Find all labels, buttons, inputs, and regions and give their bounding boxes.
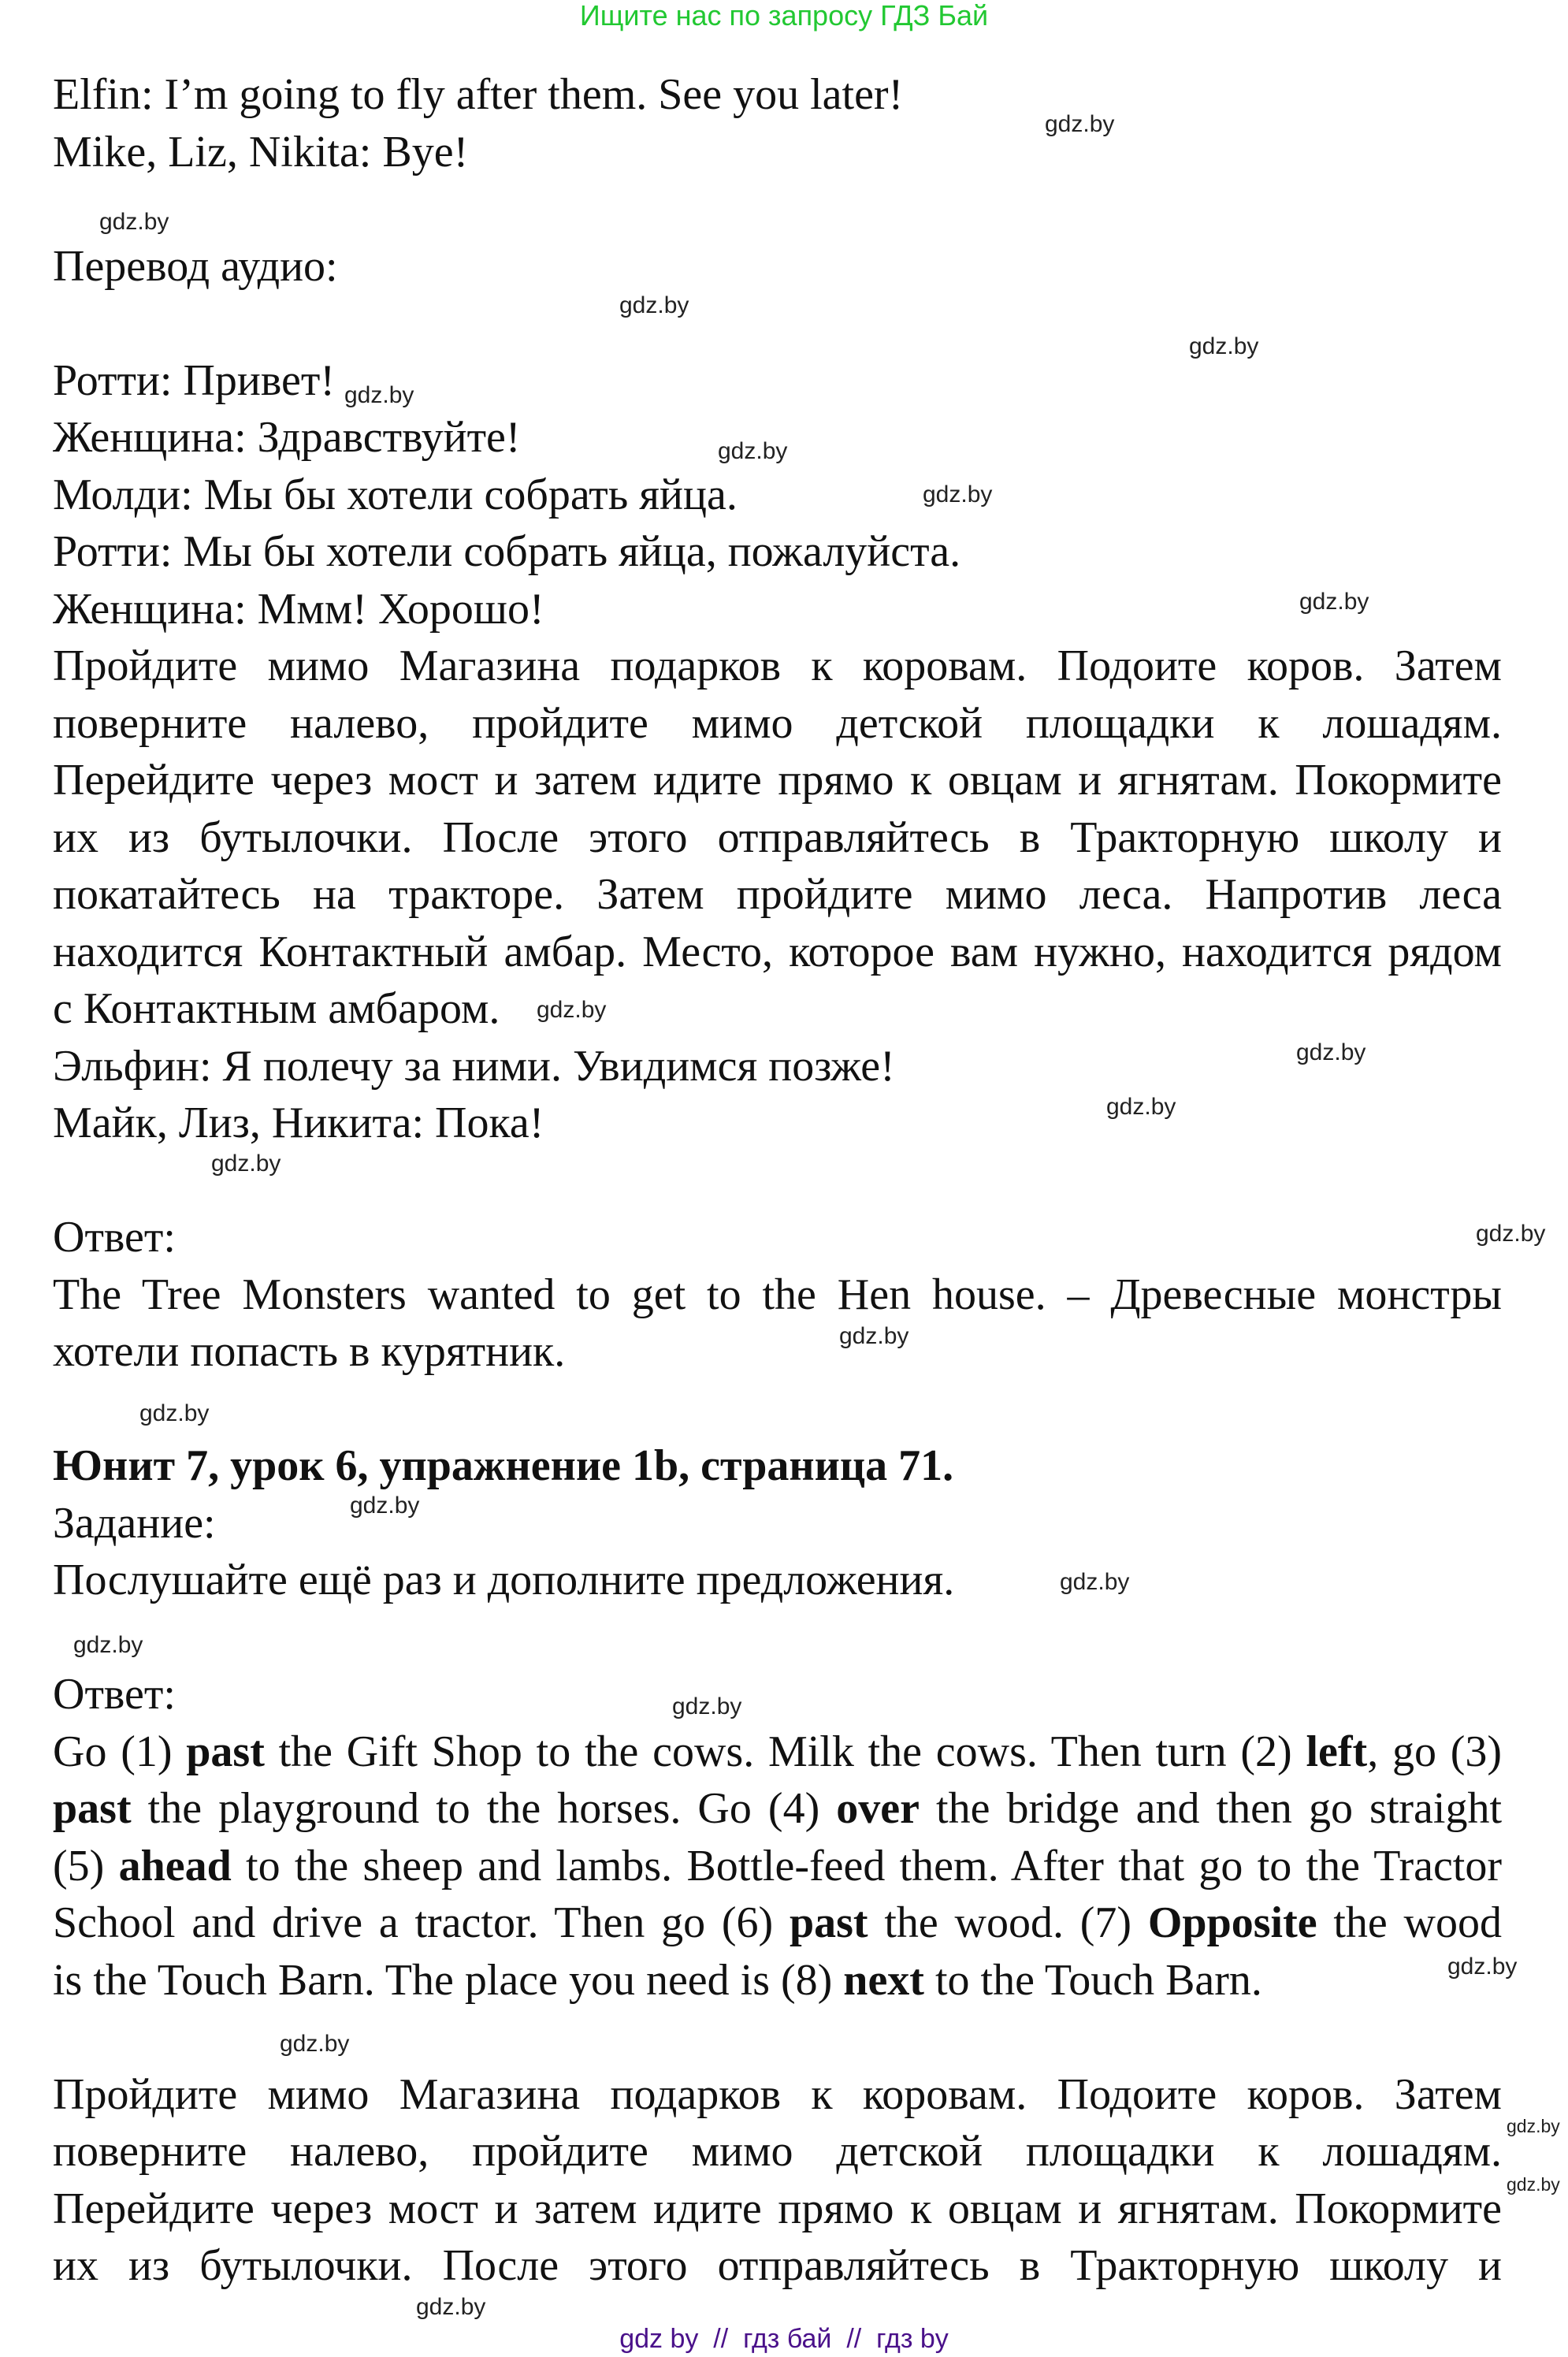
text-line <box>53 1038 1502 1095</box>
text-segment: Ротти: Привет! <box>53 355 335 405</box>
watermark: gdz.by <box>280 2031 350 2057</box>
text-line <box>53 1723 1502 1781</box>
blank-line <box>53 180 1502 238</box>
bold-text: past <box>186 1727 265 1776</box>
watermark: gdz.by <box>672 1693 742 1719</box>
text-segment: поверните налево, пройдите мимо детской площадки к лошадям. <box>53 698 1502 748</box>
blank-line <box>53 292 1502 352</box>
text-segment: School and drive a tractor. Then go (6) <box>53 1898 790 1947</box>
text-line <box>53 924 1502 981</box>
text-segment: Пройдите мимо Магазина подарков к коровам. Подоите коров. Затем <box>53 2069 1502 2119</box>
watermark: gdz.by <box>1106 1094 1176 1120</box>
watermark: gdz.by <box>1299 589 1369 615</box>
blank-line <box>53 1381 1502 1438</box>
watermark: gdz.by <box>1507 2116 1560 2136</box>
text-line <box>53 1838 1502 1895</box>
watermark: gdz.by <box>99 209 169 235</box>
text-line <box>53 1666 1502 1723</box>
text-segment: the bridge and then go straight <box>919 1784 1502 1833</box>
text-line <box>53 2123 1502 2180</box>
text-segment: Перейдите через мост и затем идите прямо к овцам и ягнятам. Покормите <box>53 756 1502 805</box>
watermark: gdz.by <box>1507 2174 1560 2195</box>
blank-line <box>53 1609 1502 1667</box>
text-line <box>53 238 1502 296</box>
text-segment: The Tree Monsters wanted to get to the Hen house. – Древесные монстры <box>53 1270 1502 1319</box>
text-line <box>53 2066 1502 2124</box>
text-segment: Elfin: I’m going to fly after them. See you later! <box>53 70 904 119</box>
text-segment: находится Контактный амбар. Место, которое вам нужно, находится рядом <box>53 927 1502 976</box>
text-line <box>53 1780 1502 1838</box>
watermark: gdz.by <box>73 1632 143 1658</box>
bold-text: Opposite <box>1147 1898 1317 1947</box>
bold-text: past <box>789 1898 868 1947</box>
text-line <box>53 352 1502 410</box>
document-body <box>53 66 1502 2295</box>
text-segment: их из бутылочки. После этого отправляйтесь в Тракторную школу и <box>53 812 1502 862</box>
text-segment: Майк, Лиз, Никита: Пока! <box>53 1099 544 1147</box>
text-segment: the wood <box>1317 1898 1502 1947</box>
watermark: gdz.by <box>1476 1221 1546 1247</box>
text-line <box>53 980 1502 1038</box>
text-line <box>53 1952 1502 2009</box>
text-line <box>53 1095 1502 1152</box>
footer-banner: gdz by // гдз бай // гдз by <box>619 2324 949 2354</box>
text-segment: to the sheep and lambs. Bottle-feed them. After that go to the Tractor <box>231 1841 1502 1890</box>
watermark: gdz.by <box>619 292 689 318</box>
watermark: gdz.by <box>211 1151 281 1177</box>
watermark: gdz.by <box>1447 1954 1518 1980</box>
text-segment: the Gift Shop to the cows. Milk the cows. Then turn (2) <box>264 1727 1306 1776</box>
text-segment: Mike, Liz, Nikita: Bye! <box>53 127 469 177</box>
text-segment: Послушайте ещё раз и дополните предложения. <box>53 1556 955 1604</box>
text-line <box>53 1552 1502 1609</box>
text-line <box>53 581 1502 638</box>
text-line <box>53 695 1502 753</box>
text-segment: их из бутылочки. После этого отправляйтесь в Тракторную школу и <box>53 2241 1502 2290</box>
text-line <box>53 1437 1502 1495</box>
search-banner: Ищите нас по запросу ГДЗ Бай <box>579 0 989 32</box>
watermark: gdz.by <box>344 382 414 408</box>
bold-text: past <box>53 1784 132 1833</box>
text-segment: Женщина: Ммм! Хорошо! <box>53 584 544 634</box>
text-segment: Перевод аудио: <box>53 241 338 291</box>
text-line <box>53 809 1502 867</box>
text-segment: Перейдите через мост и затем идите прямо к овцам и ягнятам. Покормите <box>53 2184 1502 2233</box>
bold-text: Юнит 7, урок 6, упражнение 1b, страница 71. <box>53 1441 954 1490</box>
text-segment: Женщина: Здравствуйте! <box>53 413 521 462</box>
watermark: gdz.by <box>139 1400 210 1426</box>
text-segment: Задание: <box>53 1498 216 1548</box>
text-line <box>53 638 1502 695</box>
text-line <box>53 752 1502 809</box>
text-line <box>53 1323 1502 1381</box>
text-line <box>53 1209 1502 1266</box>
text-line <box>53 124 1502 181</box>
text-line <box>53 1266 1502 1324</box>
watermark: gdz.by <box>537 997 607 1023</box>
watermark: gdz.by <box>1060 1569 1130 1595</box>
watermark: gdz.by <box>1045 111 1115 137</box>
text-line <box>53 467 1502 524</box>
watermark: gdz.by <box>416 2294 486 2320</box>
text-segment: с Контактным амбаром. <box>53 984 500 1033</box>
bold-text: left <box>1306 1727 1368 1776</box>
text-segment: , go (3) <box>1367 1727 1502 1776</box>
text-line <box>53 2237 1502 2295</box>
text-segment: Ответ: <box>53 1213 176 1262</box>
text-line <box>53 866 1502 924</box>
blank-line <box>53 2009 1502 2066</box>
watermark: gdz.by <box>1189 333 1259 359</box>
text-line <box>53 1495 1502 1552</box>
text-segment: Ротти: Мы бы хотели собрать яйца, пожалуйста. <box>53 527 961 576</box>
text-line <box>53 1894 1502 1952</box>
text-segment: to the Touch Barn. <box>923 1955 1262 2005</box>
text-segment: the wood. (7) <box>868 1898 1148 1947</box>
text-segment: Пройдите мимо Магазина подарков к коровам. Подоите коров. Затем <box>53 641 1502 690</box>
text-line <box>53 523 1502 581</box>
text-segment: хотели попасть в курятник. <box>53 1327 566 1376</box>
text-line <box>53 2180 1502 2238</box>
watermark: gdz.by <box>1296 1039 1366 1065</box>
watermark: gdz.by <box>839 1323 909 1349</box>
text-segment: Ответ: <box>53 1670 176 1719</box>
text-segment: Молди: Мы бы хотели собрать яйца. <box>53 470 738 519</box>
bold-text: next <box>843 1955 924 2005</box>
watermark: gdz.by <box>718 438 788 464</box>
text-line <box>53 66 1502 124</box>
watermark: gdz.by <box>350 1493 420 1519</box>
text-segment: Go (1) <box>53 1727 187 1776</box>
text-segment: Эльфин: Я полечу за ними. Увидимся позже! <box>53 1041 895 1091</box>
text-segment: the playground to the horses. Go (4) <box>131 1784 837 1833</box>
text-segment: (5) <box>53 1841 119 1890</box>
text-segment: покатайтесь на тракторе. Затем пройдите мимо леса. Напротив леса <box>53 870 1502 919</box>
bold-text: ahead <box>118 1841 232 1890</box>
text-segment: поверните налево, пройдите мимо детской площадки к лошадям. <box>53 2127 1502 2176</box>
bold-text: over <box>836 1784 920 1833</box>
text-segment: is the Touch Barn. The place you need is (8) <box>53 1955 844 2005</box>
watermark: gdz.by <box>923 481 993 507</box>
